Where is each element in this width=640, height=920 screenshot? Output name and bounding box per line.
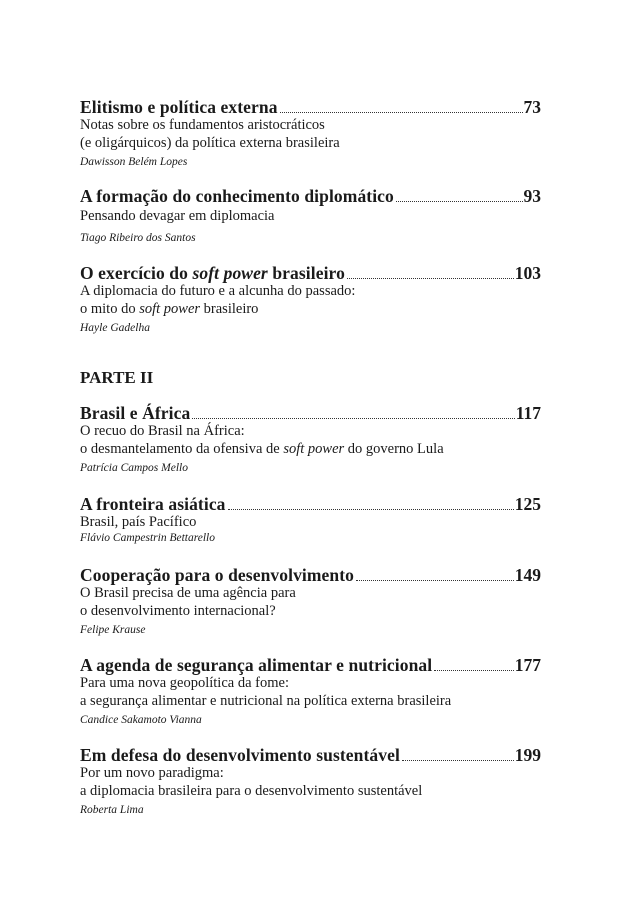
title-text: O exercício do [80, 263, 193, 283]
toc-entry-subtitle: O recuo do Brasil na África: [80, 423, 245, 439]
toc-entry [80, 655, 541, 726]
toc-entry-subtitle: Notas sobre os fundamentos aristocráticos [80, 117, 325, 133]
toc-entry-subtitle [80, 441, 541, 459]
toc-entry-title: A agenda de segurança alimentar e nutricional [80, 655, 433, 675]
subtitle-text: o mito do [80, 300, 140, 317]
toc-entry-title-row[interactable] [80, 97, 541, 117]
toc-entry-subtitle: Brasil, país Pacífico [80, 514, 197, 530]
subtitle-text: do governo Lula [344, 440, 444, 457]
toc-entry-author: Tiago Ribeiro dos Santos [80, 231, 196, 244]
toc-entry-title: A fronteira asiática [80, 494, 226, 514]
toc-entry-subtitle: Por um novo paradigma: [80, 765, 224, 781]
title-italic-text: soft power [192, 263, 268, 283]
dot-leader [396, 200, 523, 202]
toc-entry-title: A formação do conhecimento diplomático [80, 186, 394, 206]
toc-entry-page: 73 [523, 97, 541, 117]
dot-leader [402, 759, 514, 761]
toc-entry-author: Hayle Gadelha [80, 322, 150, 334]
toc-entry-page: 93 [523, 186, 541, 206]
toc-entry-page: 117 [515, 403, 541, 423]
toc-entry-title-row[interactable] [80, 565, 541, 585]
toc-entry-author: Felipe Krause [80, 624, 146, 636]
toc-entry-page: 149 [514, 565, 541, 585]
toc-entry [80, 97, 541, 168]
toc-entry-subtitle: O Brasil precisa de uma agência para [80, 585, 296, 601]
dot-leader [356, 579, 514, 581]
toc-entry-subtitle [80, 301, 541, 319]
toc-entry-subtitle: a diplomacia brasileira para o desenvolvimento sustentável [80, 782, 423, 799]
toc-entry-page: 125 [514, 494, 541, 514]
toc-entry [80, 403, 541, 474]
toc-entry-subtitle: A diplomacia do futuro e a alcunha do passado: [80, 283, 356, 299]
toc-entry [80, 565, 541, 636]
subtitle-italic-text: soft power [283, 440, 345, 457]
dot-leader [434, 669, 514, 671]
toc-entry-page: 199 [514, 745, 541, 765]
toc-entry-author: Flávio Campestrin Bettarello [80, 531, 216, 544]
dot-leader [228, 508, 514, 510]
subtitle-text: o desmantelamento da ofensiva de [80, 440, 284, 457]
toc-entry-title: Cooperação para o desenvolvimento [80, 565, 355, 585]
toc-entry-title-row[interactable] [80, 494, 541, 514]
toc-entry-subtitle: (e oligárquicos) da política externa brasileira [80, 134, 340, 151]
toc-entry-author: Candice Sakamoto Vianna [80, 714, 202, 726]
toc-entry-title-row[interactable] [80, 186, 541, 206]
subtitle-text: brasileiro [200, 300, 259, 317]
toc-entry-page: 177 [514, 655, 541, 675]
toc-entry-title-row[interactable] [80, 263, 541, 283]
toc-entry-author: Patrícia Campos Mello [80, 462, 188, 474]
dot-leader [192, 417, 514, 419]
toc-entry-title-row[interactable] [80, 745, 541, 765]
toc-entry-subtitle: a segurança alimentar e nutricional na política externa brasileira [80, 692, 452, 709]
toc-entry-subtitle: Para uma nova geopolítica da fome: [80, 675, 289, 691]
toc-entry-subtitle: o desenvolvimento internacional? [80, 602, 276, 619]
toc-entry-subtitle: Pensando devagar em diplomacia [80, 208, 275, 224]
toc-entry-title [80, 263, 345, 284]
toc-entry-title-row[interactable] [80, 403, 541, 423]
part-heading: PARTE II [80, 368, 154, 387]
toc-entry-title-row[interactable] [80, 655, 541, 675]
toc-entry-title: Em defesa do desenvolvimento sustentável [80, 745, 400, 765]
toc-entry-title: Elitismo e política externa [80, 97, 278, 117]
toc-entry-title: Brasil e África [80, 403, 191, 423]
subtitle-italic-text: soft power [139, 300, 201, 317]
dot-leader [280, 111, 523, 113]
toc-entry [80, 745, 541, 816]
toc-entry-author: Dawisson Belém Lopes [80, 156, 188, 168]
toc-entry-author: Roberta Lima [80, 804, 144, 816]
title-text: brasileiro [267, 263, 345, 283]
dot-leader [347, 277, 514, 279]
toc-entry [80, 263, 541, 334]
toc-entry [80, 494, 541, 544]
toc-entry-page: 103 [514, 263, 541, 283]
toc-entry [80, 186, 541, 244]
